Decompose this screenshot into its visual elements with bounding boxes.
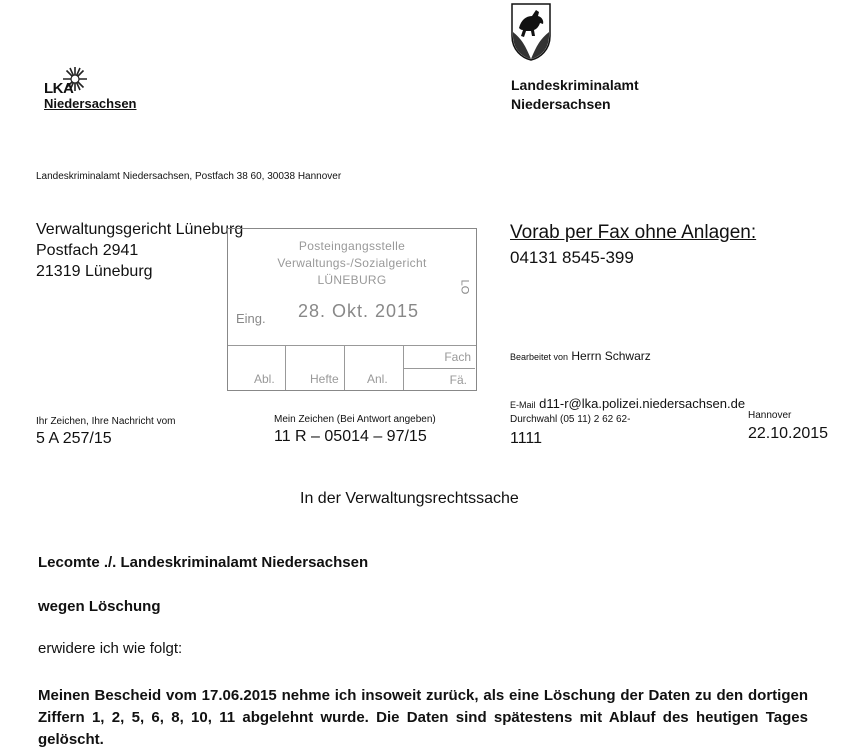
email-line [510,396,745,411]
stamp-line3: LÜNEBURG [317,273,387,287]
recipient-line2: Postfach 2941 [36,242,139,259]
your-ref-value: 5 A 257/15 [36,430,112,447]
stamp-date: 28. Okt. 2015 [298,301,420,321]
logo-name: Niedersachsen [44,96,137,111]
editor-info [510,349,651,363]
stamp-eing: Eing. [236,311,266,326]
your-ref-label: Ihr Zeichen, Ihre Nachricht vom [36,416,176,427]
stamp-line1: Posteingangsstelle [298,239,406,253]
email-address: d11-r@lka.polizei.niedersachsen.de [539,396,746,411]
recipient-address [36,219,243,282]
recipient-line3: 21319 Lüneburg [36,263,153,280]
my-ref-label: Mein Zeichen (Bei Antwort angeben) [274,414,436,425]
lka-logo [44,66,154,120]
stamp-line2: Verwaltungs-/Sozialgericht [277,256,427,270]
phone-label: Durchwahl (05 11) 2 62 62- [510,414,631,425]
body-paragraph: Meinen Bescheid vom 17.06.2015 nehme ich insoweit zurück, als eine Löschung der Daten zu den dortigen Ziffern 1, 2, 5, 6, 8, 10, 11 abgelehnt wurde. Die Daten sind spätestens mit Ablauf des heutigen Tages gelöscht. [38,687,808,748]
case-parties: Lecomte ./. Landeskriminalamt Niedersachsen [38,554,369,571]
city-label: Hannover [748,410,792,421]
my-ref-value: 11 R – 05014 – 97/15 [274,428,427,445]
stamp-cell: Hefte [286,346,345,390]
editor-label: Bearbeitet von [510,352,569,362]
phone-extension: 1111 [510,430,543,447]
org-name [511,76,711,114]
matter-intro: In der Verwaltungsrechtssache [300,490,519,507]
org-name-line2: Niedersachsen [511,96,611,112]
stamp-cell: Anl. [345,346,404,390]
editor-name: Herrn Schwarz [571,349,651,363]
case-subject: wegen Löschung [38,598,161,615]
org-name-line1: Landeskriminalamt [511,77,639,93]
stamp-cell: Abl. [228,346,286,390]
stamp-side-mark: LO [458,279,471,295]
horse-shield-icon [510,2,552,62]
stamp-grid [228,345,476,390]
email-label: E-Mail [510,400,536,410]
logo-abbr: LKA [44,80,74,97]
fax-number: 04131 8545-399 [510,248,634,267]
sender-line: Landeskriminalamt Niedersachsen, Postfach 38 60, 30038 Hannover [36,171,342,182]
letter-date: 22.10.2015 [748,425,829,442]
received-stamp [227,228,477,391]
stamp-cell: Fach Fä. [404,346,475,390]
fax-label: Vorab per Fax ohne Anlagen: [510,222,757,243]
recipient-line1: Verwaltungsgericht Lüneburg [36,221,244,238]
reply-intro: erwidere ich wie folgt: [38,640,183,657]
